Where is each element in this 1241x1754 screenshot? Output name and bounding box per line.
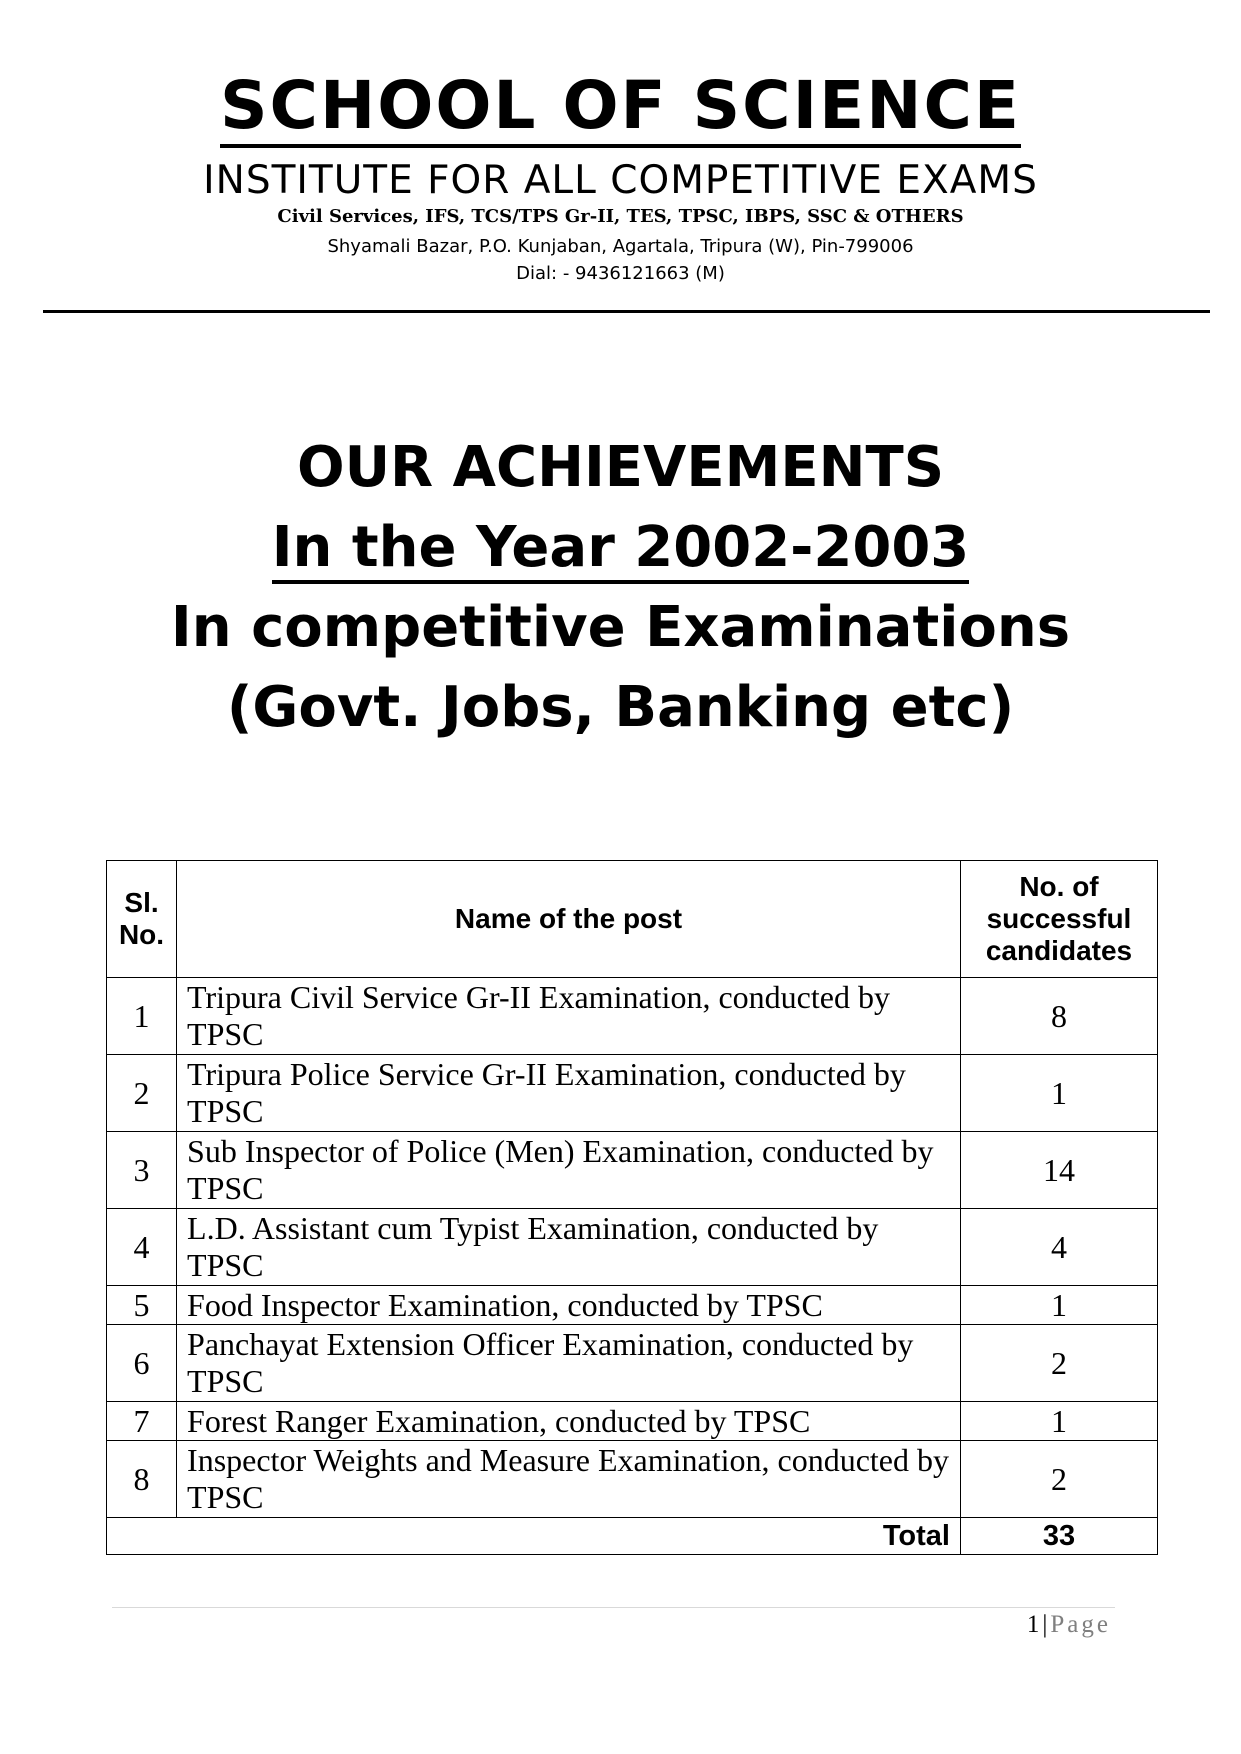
table-row — [107, 1055, 1158, 1132]
phone-number: Dial: - 9436121663 (M) — [516, 263, 725, 284]
column-header-sl-text: Sl. No. — [118, 887, 165, 950]
row-post: L.D. Assistant cum Typist Examination, conducted by TPSC — [177, 1209, 961, 1286]
heading-line-3: In competitive Examinations — [170, 595, 1071, 660]
row-sl: 5 — [107, 1286, 177, 1325]
table-row — [107, 1402, 1158, 1441]
row-post: Sub Inspector of Police (Men) Examination, conducted by TPSC — [177, 1132, 961, 1209]
row-sl: 2 — [107, 1055, 177, 1132]
total-value: 33 — [960, 1518, 1157, 1555]
row-sl: 7 — [107, 1402, 177, 1441]
row-count: 2 — [960, 1441, 1157, 1518]
column-header-sl — [107, 861, 177, 978]
page-label: Page — [1050, 1611, 1111, 1638]
column-header-post — [177, 861, 961, 978]
table-header-row — [107, 861, 1158, 978]
table-row — [107, 978, 1158, 1055]
page-footer — [1027, 1610, 1111, 1640]
column-header-post-text: Name of the post — [454, 903, 683, 934]
table-row — [107, 1286, 1158, 1325]
row-sl: 3 — [107, 1132, 177, 1209]
row-sl: 4 — [107, 1209, 177, 1286]
row-post: Tripura Police Service Gr-II Examination, conducted by TPSC — [177, 1055, 961, 1132]
row-post: Forest Ranger Examination, conducted by TPSC — [177, 1402, 961, 1441]
heading-line-2 — [0, 508, 1241, 588]
page-separator: | — [1042, 1611, 1051, 1638]
page-number: 1 — [1026, 1611, 1043, 1638]
heading-year: In the Year 2002-2003 — [272, 515, 970, 584]
footer-divider — [112, 1607, 1115, 1608]
row-count: 14 — [960, 1132, 1157, 1209]
row-count: 1 — [960, 1055, 1157, 1132]
institute-tagline: INSTITUTE FOR ALL COMPETITIVE EXAMS — [203, 158, 1038, 203]
heading-line-1: OUR ACHIEVEMENTS — [296, 435, 945, 500]
table-row — [107, 1441, 1158, 1518]
total-row — [107, 1518, 1158, 1555]
results-table — [106, 860, 1158, 1555]
row-sl: 8 — [107, 1441, 177, 1518]
school-name: SCHOOL OF SCIENCE — [220, 70, 1021, 148]
row-sl: 6 — [107, 1325, 177, 1402]
table-row — [107, 1325, 1158, 1402]
address: Shyamali Bazar, P.O. Kunjaban, Agartala, Tripura (W), Pin-799006 — [327, 236, 914, 257]
row-count: 4 — [960, 1209, 1157, 1286]
row-count: 1 — [960, 1286, 1157, 1325]
exams-list: Civil Services, IFS, TCS/TPS Gr-II, TES, TPSC, IBPS, SSC & OTHERS — [277, 206, 964, 227]
column-header-count-text: No. of successful candidates — [985, 871, 1133, 966]
header-divider — [43, 310, 1210, 313]
row-post: Inspector Weights and Measure Examination, conducted by TPSC — [177, 1441, 961, 1518]
row-count: 8 — [960, 978, 1157, 1055]
row-count: 2 — [960, 1325, 1157, 1402]
row-post: Tripura Civil Service Gr-II Examination, conducted by TPSC — [177, 978, 961, 1055]
table-row — [107, 1209, 1158, 1286]
letterhead — [0, 67, 1241, 287]
row-post: Panchayat Extension Officer Examination, conducted by TPSC — [177, 1325, 961, 1402]
column-header-count — [960, 861, 1157, 978]
row-sl: 1 — [107, 978, 177, 1055]
achievements-heading — [0, 428, 1241, 748]
row-count: 1 — [960, 1402, 1157, 1441]
heading-line-4: (Govt. Jobs, Banking etc) — [226, 675, 1015, 740]
row-post: Food Inspector Examination, conducted by TPSC — [177, 1286, 961, 1325]
total-label: Total — [107, 1518, 961, 1555]
table-row — [107, 1132, 1158, 1209]
